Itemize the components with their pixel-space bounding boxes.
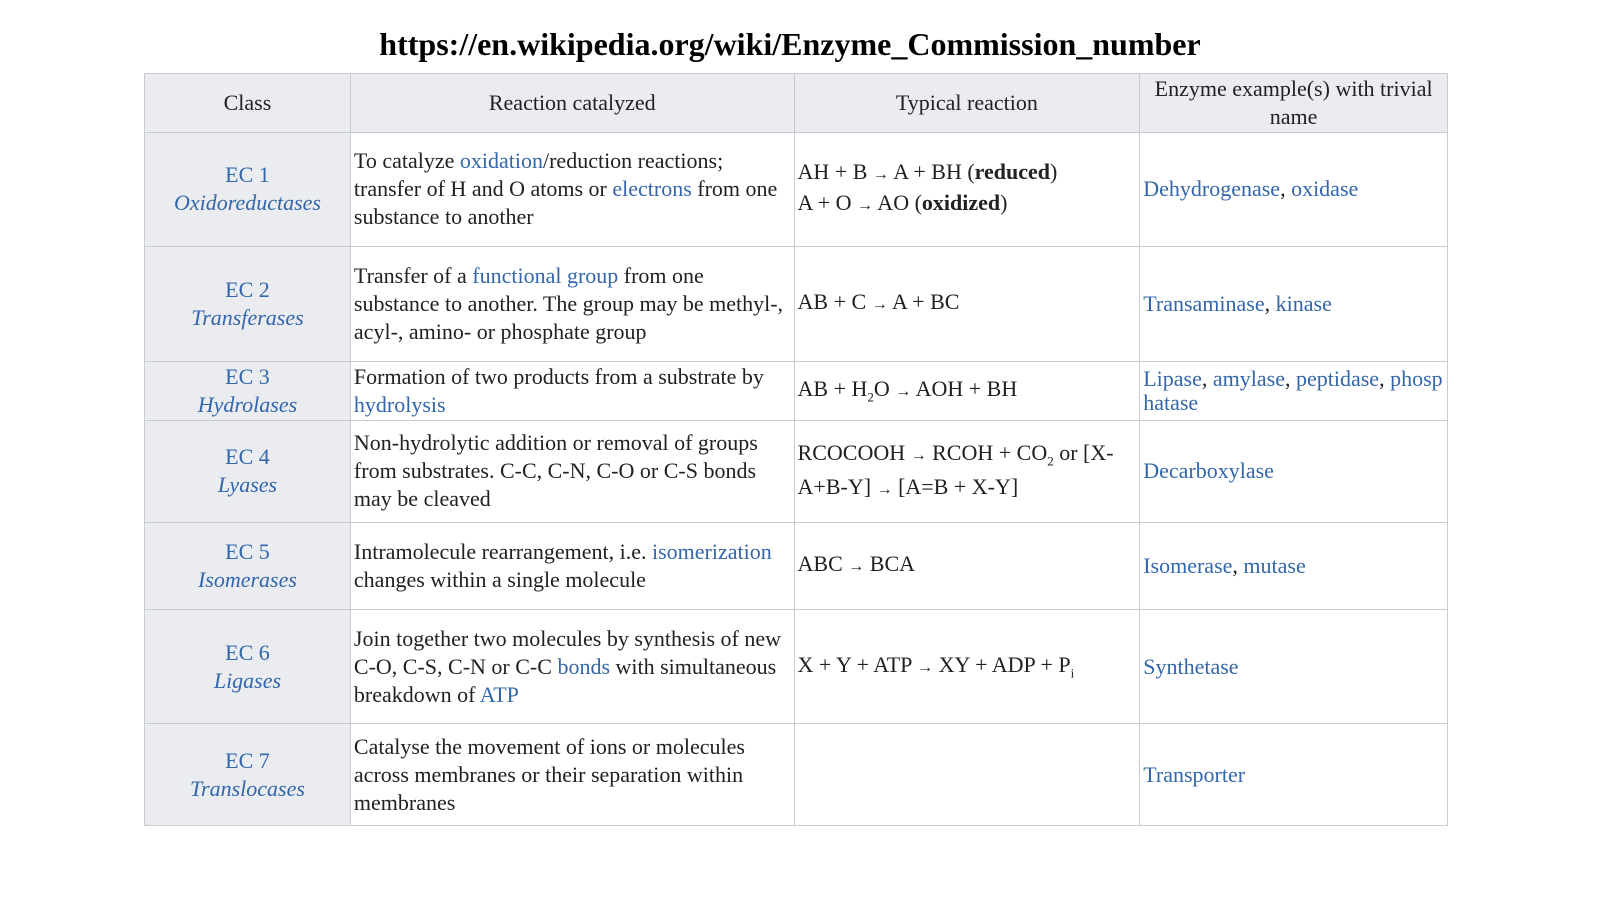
equation-part: AO (: [873, 190, 922, 216]
reaction-cell: [350, 246, 794, 361]
typical-reaction-cell: [794, 420, 1140, 522]
reduced-label: reduced: [974, 159, 1051, 185]
equation-part: A + BC: [887, 289, 960, 315]
synthetase-link[interactable]: Synthetase: [1143, 653, 1239, 679]
examples-cell: [1140, 724, 1448, 826]
typical-reaction-cell: [794, 724, 1140, 826]
peptidase-link[interactable]: peptidase: [1295, 365, 1380, 391]
arrow-icon: →: [895, 383, 912, 401]
decarboxylase-link[interactable]: Decarboxylase: [1143, 458, 1274, 484]
separator: ,: [1284, 365, 1296, 391]
header-enzyme-examples: Enzyme example(s) with trivial name: [1140, 74, 1448, 133]
class-name-link[interactable]: Translocases: [190, 775, 305, 801]
class-name-link[interactable]: Oxidoreductases: [173, 190, 321, 216]
examples-cell: [1140, 361, 1448, 420]
reaction-text: /reduction reactions; transfer of H and O atoms or: [353, 148, 724, 202]
equation-part: A + O: [797, 190, 858, 216]
equation-part: RCOCOOH: [797, 440, 911, 466]
arrow-icon: →: [876, 481, 893, 499]
typical-reaction-cell: [794, 522, 1140, 610]
typical-reaction-cell: [794, 610, 1140, 724]
separator: ,: [1280, 176, 1292, 202]
hydrolysis-link[interactable]: hydrolysis: [353, 391, 446, 417]
subscript: 2: [1047, 453, 1054, 469]
typical-reaction-cell: [794, 133, 1140, 247]
table-row: [145, 420, 1448, 522]
arrow-icon: →: [917, 659, 934, 677]
dehydrogenase-link[interactable]: Dehydrogenase: [1143, 176, 1281, 202]
reaction-cell: [350, 133, 794, 247]
class-cell: [145, 724, 351, 826]
reaction-text: Formation of two products from a substrate by: [353, 363, 764, 389]
examples-cell: [1140, 246, 1448, 361]
ec-number: EC 1: [225, 162, 270, 188]
equation-part: A + BH (: [888, 159, 975, 185]
equation-part: X + Y + ATP: [797, 652, 918, 678]
transporter-link[interactable]: Transporter: [1143, 761, 1246, 787]
phosphatase-link[interactable]: phosphatase: [1143, 365, 1443, 415]
reaction-text: To catalyze: [353, 148, 460, 174]
table-row: [145, 724, 1448, 826]
table-row: [145, 522, 1448, 610]
equation-part: ): [1050, 159, 1058, 185]
equation-part: BCA: [864, 551, 916, 577]
class-cell: [145, 610, 351, 724]
reduction-equation: [798, 158, 1137, 189]
reaction-cell: [350, 610, 794, 724]
equation-part: RCOH + CO: [926, 440, 1048, 466]
atp-link[interactable]: ATP: [479, 681, 519, 707]
equation-part: XY + ADP + P: [933, 652, 1071, 678]
class-cell: [145, 361, 351, 420]
table-row: [145, 246, 1448, 361]
subscript: i: [1070, 665, 1075, 681]
table-row: [145, 133, 1448, 247]
isomerization-link[interactable]: isomerization: [652, 538, 772, 564]
table-row: [145, 610, 1448, 724]
examples-cell: [1140, 610, 1448, 724]
equation-part: AOH + BH: [911, 376, 1018, 402]
header-class: Class: [145, 74, 351, 133]
bonds-link[interactable]: bonds: [557, 653, 610, 679]
arrow-icon: →: [848, 558, 865, 576]
oxidized-label: oxidized: [921, 190, 1001, 216]
class-name-link[interactable]: Ligases: [213, 667, 282, 693]
subscript: 2: [867, 389, 874, 405]
class-name-link[interactable]: Hydrolases: [197, 391, 298, 417]
arrow-icon: →: [857, 197, 874, 215]
reaction-text: Transfer of a: [353, 262, 473, 288]
reaction-cell: Non-hydrolytic addition or removal of groups from substrates. C-C, C-N, C-O or C-S bonds may be cleaved: [350, 420, 794, 522]
reaction-cell: Catalyse the movement of ions or molecules across membranes or their separation within membranes: [350, 724, 794, 826]
typical-reaction-cell: [794, 246, 1140, 361]
page-url-title: https://en.wikipedia.org/wiki/Enzyme_Commission_number: [379, 26, 1201, 62]
reaction-cell: [350, 522, 794, 610]
class-name-link[interactable]: Transferases: [191, 304, 304, 330]
equation-part: ABC: [797, 551, 849, 577]
reaction-text: Join together two molecules by synthesis of new C-O, C-S, C-N or C-C: [353, 625, 782, 679]
class-cell: [145, 522, 351, 610]
arrow-icon: →: [871, 296, 888, 314]
separator: ,: [1264, 290, 1276, 316]
header-typical-reaction: Typical reaction: [794, 74, 1140, 133]
arrow-icon: →: [872, 166, 889, 184]
class-cell: [145, 420, 351, 522]
mutase-link[interactable]: mutase: [1243, 552, 1306, 578]
separator: ,: [1232, 552, 1244, 578]
reaction-text: with simultaneous breakdown of: [353, 653, 777, 707]
ec-number: EC 3: [225, 363, 270, 389]
amylase-link[interactable]: amylase: [1212, 365, 1285, 391]
table-row: [145, 361, 1448, 420]
isomerase-link[interactable]: Isomerase: [1143, 552, 1233, 578]
class-cell: [145, 133, 351, 247]
functional-group-link[interactable]: functional group: [472, 262, 619, 288]
reaction-text: from one substance to another. The group may be methyl-, acyl-, amino- or phosphate group: [353, 262, 784, 344]
ec-classes-table: [144, 73, 1448, 826]
header-reaction-catalyzed: Reaction catalyzed: [350, 74, 794, 133]
examples-cell: [1140, 522, 1448, 610]
equation-part: AB + C: [797, 289, 872, 315]
ec-number: EC 6: [225, 639, 270, 665]
transaminase-link[interactable]: Transaminase: [1143, 290, 1265, 316]
equation-part: ): [1000, 190, 1008, 216]
typical-reaction-cell: [794, 361, 1140, 420]
reaction-cell: [350, 361, 794, 420]
class-name-link[interactable]: Isomerases: [197, 566, 297, 592]
ec-number: EC 5: [225, 538, 270, 564]
ec-number: EC 2: [225, 276, 270, 302]
lipase-link[interactable]: Lipase: [1143, 365, 1202, 391]
reaction-text: from one substance to another: [353, 176, 778, 230]
table-header-row: [145, 74, 1448, 133]
oxidase-link[interactable]: oxidase: [1291, 176, 1359, 202]
kinase-link[interactable]: kinase: [1275, 290, 1332, 316]
arrow-icon: →: [910, 447, 927, 465]
equation-part: AB + H: [797, 376, 868, 402]
reaction-text: changes within a single molecule: [353, 566, 646, 592]
examples-cell: [1140, 420, 1448, 522]
class-cell: [145, 246, 351, 361]
equation-part: [A=B + X-Y]: [892, 474, 1019, 500]
reaction-text: Intramolecule rearrangement, i.e.: [353, 538, 652, 564]
ec-number: EC 4: [225, 444, 270, 470]
electrons-link[interactable]: electrons: [612, 176, 692, 202]
equation-part: AH + B: [797, 159, 873, 185]
equation-part: O: [873, 376, 896, 402]
oxidation-link[interactable]: oxidation: [459, 148, 543, 174]
ec-number: EC 7: [225, 747, 270, 773]
examples-cell: [1140, 133, 1448, 247]
separator: ,: [1379, 365, 1391, 391]
oxidation-equation: [798, 189, 1137, 220]
separator: ,: [1201, 365, 1213, 391]
class-name-link[interactable]: Lyases: [217, 472, 278, 498]
equation-part: or [X-A+B-Y]: [797, 440, 1114, 500]
